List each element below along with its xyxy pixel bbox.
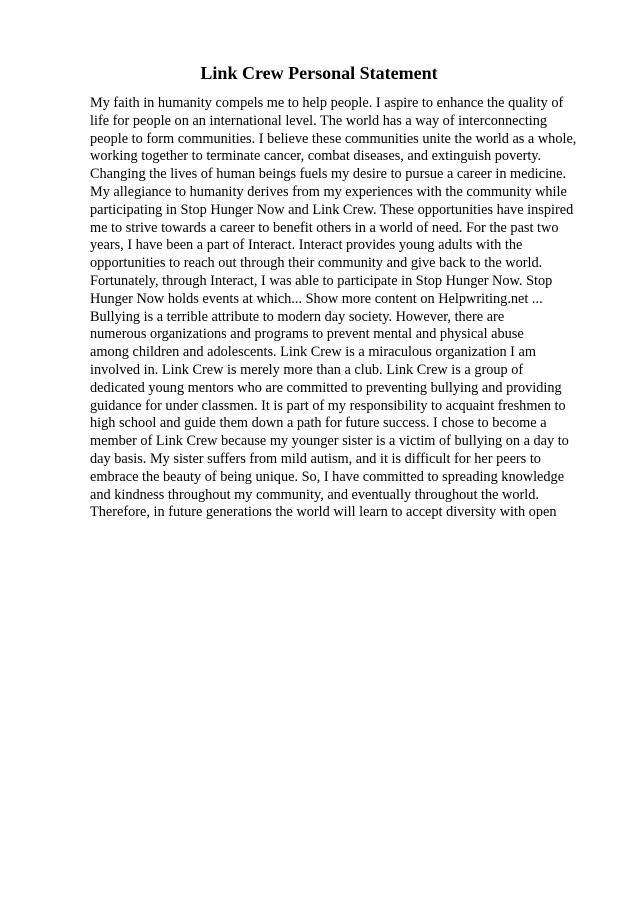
body-line: day basis. My sister suffers from mild autism, and it is difficult for her peers to	[90, 450, 541, 467]
body-line: years, I have been a part of Interact. Interact provides young adults with the	[90, 237, 523, 254]
document-title: Link Crew Personal Statement	[200, 63, 438, 83]
body-line: among children and adolescents. Link Crew is a miraculous organization I am	[90, 344, 536, 361]
body-line: people to form communities. I believe these communities unite the world as a whole,	[90, 130, 577, 147]
document-body	[90, 95, 610, 522]
body-line: Changing the lives of human beings fuels my desire to pursue a career in medicine.	[90, 166, 567, 183]
body-line: Bullying is a terrible attribute to modern day society. However, there are	[90, 308, 505, 325]
body-line: opportunities to reach out through their community and give back to the world.	[90, 255, 543, 272]
body-line: My faith in humanity compels me to help people. I aspire to enhance the quality of	[90, 95, 564, 111]
body-line: life for people on an international level. The world has a way of interconnecting	[90, 112, 548, 129]
body-line: dedicated young mentors who are committed to preventing bullying and providing	[90, 379, 562, 396]
body-line: working together to terminate cancer, combat diseases, and extinguish poverty.	[90, 148, 542, 165]
body-line: high school and guide them down a path for future success. I chose to become a	[90, 415, 547, 432]
body-line: me to strive towards a career to benefit others in a world of need. For the past two	[90, 219, 559, 236]
body-line: embrace the beauty of being unique. So, I have committed to spreading knowledge	[90, 468, 565, 485]
body-line: involved in. Link Crew is merely more than a club. Link Crew is a group of	[90, 361, 524, 378]
body-line: Hunger Now holds events at which... Show more content on Helpwriting.net ...	[90, 290, 543, 307]
body-line: member of Link Crew because my younger sister is a victim of bullying on a day to	[90, 433, 569, 450]
body-line: guidance for under classmen. It is part of my responsibility to acquaint freshmen to	[90, 397, 566, 414]
body-line: Therefore, in future generations the world will learn to accept diversity with open	[90, 504, 557, 521]
body-line: and kindness throughout my community, and eventually throughout the world.	[90, 486, 539, 503]
body-line: participating in Stop Hunger Now and Link Crew. These opportunities have inspired	[90, 201, 574, 218]
body-line: My allegiance to humanity derives from my experiences with the community while	[90, 183, 567, 200]
body-line: Fortunately, through Interact, I was able to participate in Stop Hunger Now. Stop	[90, 272, 553, 289]
body-line: numerous organizations and programs to prevent mental and physical abuse	[90, 326, 524, 343]
